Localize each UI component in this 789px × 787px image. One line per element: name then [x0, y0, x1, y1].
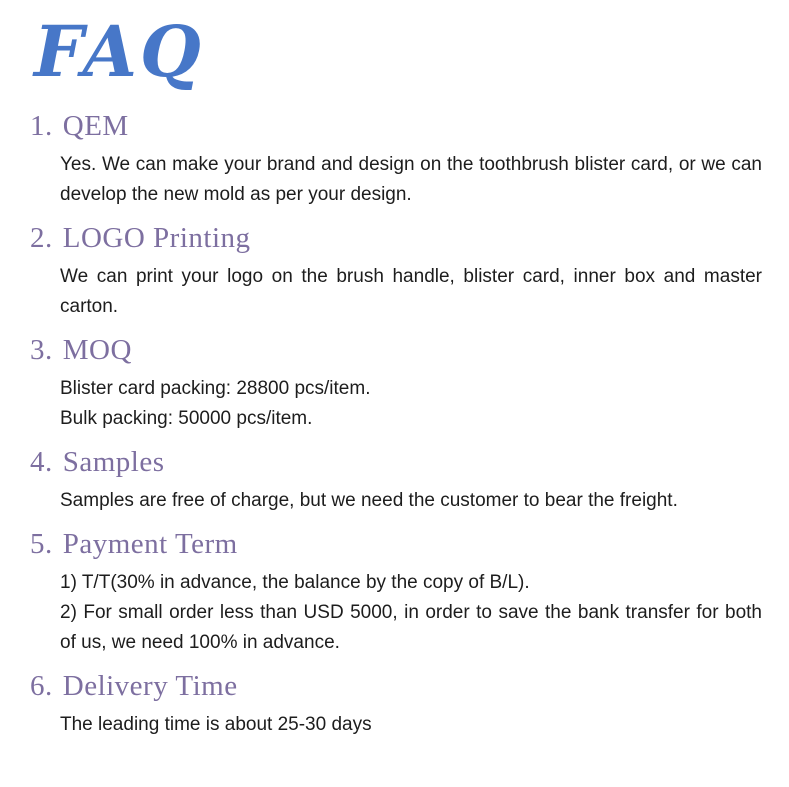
page-title: FAQ [34, 10, 204, 93]
faq-section-logo-printing [30, 220, 765, 322]
section-body [60, 374, 762, 434]
faq-section-payment-term [30, 526, 765, 658]
faq-section-delivery-time [30, 668, 765, 740]
section-heading [30, 526, 765, 562]
section-paragraph: 2) For small order less than USD 5000, in order to save the bank transfer for both of us, we need 100% in advance. [60, 602, 762, 653]
section-number: 4. [30, 446, 53, 478]
section-number: 6. [30, 670, 53, 702]
section-title: Payment Term [62, 528, 238, 560]
section-title: QEM [62, 110, 129, 142]
section-heading [30, 108, 765, 144]
section-paragraph: 1) T/T(30% in advance, the balance by the copy of B/L). [60, 572, 530, 593]
section-body [60, 262, 762, 322]
section-title: Samples [62, 446, 165, 478]
section-body [60, 486, 762, 516]
section-paragraph: Samples are free of charge, but we need the customer to bear the freight. [60, 490, 678, 511]
section-paragraph: We can print your logo on the brush handle, blister card, inner box and master carton. [60, 266, 762, 317]
section-body [60, 710, 762, 740]
section-body [60, 150, 762, 210]
section-paragraph: Bulk packing: 50000 pcs/item. [60, 408, 313, 429]
section-paragraph: Blister card packing: 28800 pcs/item. [60, 378, 371, 399]
section-heading [30, 332, 765, 368]
section-heading [30, 668, 765, 704]
section-title: Delivery Time [62, 670, 238, 702]
section-title: LOGO Printing [62, 222, 251, 254]
section-number: 3. [30, 334, 53, 366]
section-heading [30, 444, 765, 480]
section-number: 1. [30, 110, 53, 142]
faq-section-samples [30, 444, 765, 516]
section-heading [30, 220, 765, 256]
section-paragraph: The leading time is about 25-30 days [60, 714, 372, 735]
section-number: 5. [30, 528, 53, 560]
faq-section-qem [30, 108, 765, 210]
faq-section-moq [30, 332, 765, 434]
section-number: 2. [30, 222, 53, 254]
section-title: MOQ [62, 334, 132, 366]
section-body [60, 568, 762, 658]
section-paragraph: Yes. We can make your brand and design on the toothbrush blister card, or we can develop the new mold as per your design. [60, 154, 762, 205]
